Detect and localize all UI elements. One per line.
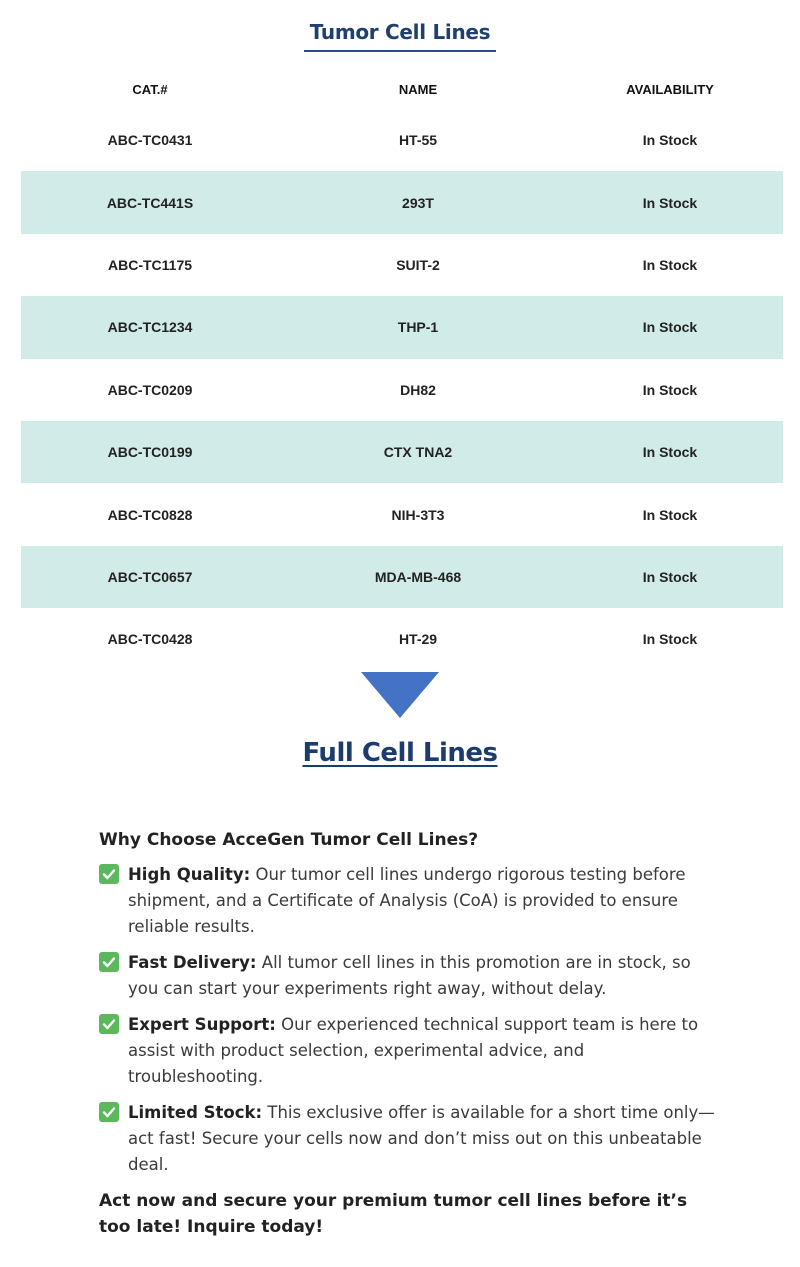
cell-name: CTX TNA2 bbox=[383, 444, 453, 461]
cell-cat: ABC-TC1234 bbox=[107, 319, 193, 336]
cell-name: NIH-3T3 bbox=[391, 506, 445, 523]
cell-availability: In Stock bbox=[642, 444, 698, 461]
cell-cat: ABC-TC0209 bbox=[107, 381, 193, 398]
benefit-title: Limited Stock: bbox=[128, 1103, 263, 1122]
table-row bbox=[21, 608, 783, 670]
page-title: Tumor Cell Lines bbox=[304, 18, 497, 52]
benefit-description: Our experienced technical support team is here to assist with product selection, experimental advice, and troubleshooting. bbox=[128, 1015, 699, 1086]
full-cell-lines-link[interactable]: Full Cell Lines bbox=[302, 738, 498, 768]
title-container bbox=[0, 18, 800, 52]
column-header-availability: AVAILABILITY bbox=[626, 81, 714, 97]
cell-name: HT-55 bbox=[398, 132, 438, 149]
benefit-title: High Quality: bbox=[128, 865, 251, 884]
benefit-title: Expert Support: bbox=[128, 1015, 276, 1034]
cell-name: DH82 bbox=[400, 381, 436, 398]
benefit-item bbox=[99, 1012, 719, 1090]
table-row bbox=[21, 171, 783, 233]
table-row bbox=[21, 359, 783, 421]
triangle-down-icon bbox=[361, 672, 439, 718]
cell-availability: In Stock bbox=[642, 319, 698, 336]
benefit-description: This exclusive offer is available for a short time only—act fast! Secure your cells now and don’t miss out on this unbeatable deal. bbox=[128, 1103, 715, 1174]
table-row bbox=[21, 421, 783, 483]
cell-name: THP-1 bbox=[397, 319, 439, 336]
benefit-item bbox=[99, 950, 719, 1002]
cell-cat: ABC-TC0657 bbox=[107, 568, 193, 585]
benefit-item bbox=[99, 862, 719, 940]
cell-availability: In Stock bbox=[642, 506, 698, 523]
benefit-text bbox=[128, 862, 719, 940]
table-row bbox=[21, 483, 783, 545]
cell-name: MDA-MB-468 bbox=[374, 568, 462, 585]
check-mark-icon bbox=[99, 952, 119, 972]
cell-cat: ABC-TC441S bbox=[106, 194, 194, 211]
cell-availability: In Stock bbox=[642, 194, 698, 211]
check-mark-icon bbox=[99, 1102, 119, 1122]
cell-availability: In Stock bbox=[642, 631, 698, 648]
cell-name: SUIT-2 bbox=[396, 256, 440, 273]
column-header-name: NAME bbox=[398, 81, 438, 97]
cell-name: HT-29 bbox=[398, 631, 438, 648]
why-choose-section bbox=[99, 830, 719, 1240]
table-row bbox=[21, 546, 783, 608]
full-cell-lines-container bbox=[0, 738, 800, 768]
check-mark-icon bbox=[99, 864, 119, 884]
table-header bbox=[21, 69, 783, 109]
cell-cat: ABC-TC0431 bbox=[107, 132, 193, 149]
column-header-cat: CAT.# bbox=[132, 81, 168, 97]
table-row bbox=[21, 109, 783, 171]
cell-availability: In Stock bbox=[642, 381, 698, 398]
benefit-description: All tumor cell lines in this promotion are in stock, so you can start your experiments right away, without delay. bbox=[128, 953, 691, 998]
call-to-action: Act now and secure your premium tumor cell lines before it’s too late! Inquire today! bbox=[99, 1191, 688, 1237]
benefit-text bbox=[128, 1012, 719, 1090]
cell-availability: In Stock bbox=[642, 132, 698, 149]
cell-lines-table bbox=[21, 69, 783, 671]
why-heading: Why Choose AcceGen Tumor Cell Lines? bbox=[99, 830, 479, 850]
cell-availability: In Stock bbox=[642, 256, 698, 273]
cell-cat: ABC-TC1175 bbox=[107, 256, 193, 273]
cell-cat: ABC-TC0428 bbox=[107, 631, 193, 648]
table-row bbox=[21, 296, 783, 358]
cell-cat: ABC-TC0199 bbox=[107, 444, 193, 461]
benefit-text bbox=[128, 1100, 719, 1178]
cell-availability: In Stock bbox=[642, 568, 698, 585]
cell-name: 293T bbox=[402, 194, 434, 211]
benefit-item bbox=[99, 1100, 719, 1178]
benefit-description: Our tumor cell lines undergo rigorous testing before shipment, and a Certificate of Analysis (CoA) is provided to ensure reliable results. bbox=[128, 865, 686, 936]
benefit-text bbox=[128, 950, 719, 1002]
benefit-title: Fast Delivery: bbox=[128, 953, 257, 972]
check-mark-icon bbox=[99, 1014, 119, 1034]
table-row bbox=[21, 234, 783, 296]
cell-cat: ABC-TC0828 bbox=[107, 506, 193, 523]
